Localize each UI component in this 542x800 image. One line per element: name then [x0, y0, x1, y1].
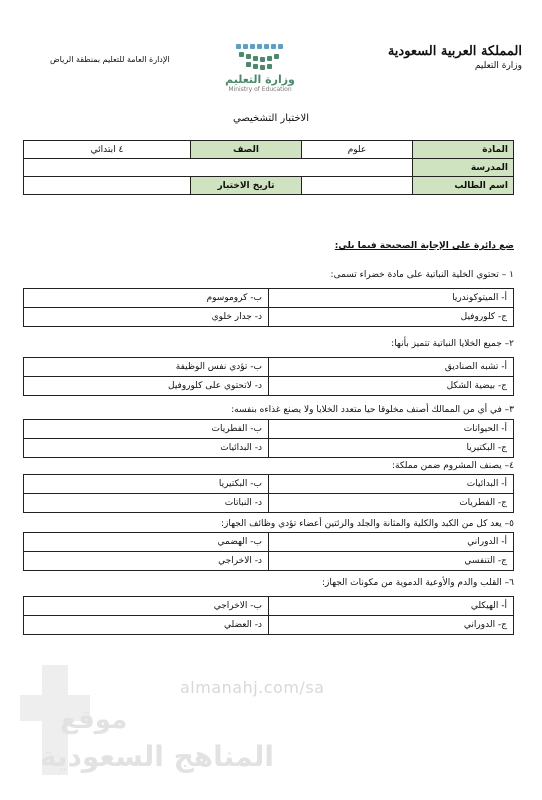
watermark-url: almanahj.com/sa — [180, 678, 325, 697]
ministry-logo — [222, 42, 298, 102]
answer-option-d[interactable]: د- الاخراجي — [24, 552, 269, 571]
watermark-site-name: موقع — [60, 705, 128, 735]
answer-option-d[interactable]: د- جدار خلوي — [24, 308, 269, 327]
question-text: ٤– يصنف المشروم ضمن مملكة: — [391, 461, 514, 471]
answer-option-a[interactable]: أ- الهيكلي — [269, 597, 514, 616]
answer-option-a[interactable]: أ- الدوراني — [269, 533, 514, 552]
question-text: ٥– يعد كل من الكبد والكلية والمثانة والجلد والرئتين أعضاء تؤدي وظائف الجهاز: — [220, 519, 514, 529]
directorate-title: الإدارة العامة للتعليم بمنطقة الرياض — [50, 55, 170, 64]
school-value-field[interactable] — [24, 159, 413, 177]
question-text: ٦– القلب والدم والأوعية الدموية من مكونات الجهاز: — [321, 578, 514, 588]
answer-option-d[interactable]: د- لاتحتوي على كلوروفيل — [24, 377, 269, 396]
answer-table — [23, 288, 514, 327]
answer-option-b[interactable]: ب- الفطريات — [24, 420, 269, 439]
answer-table — [23, 532, 514, 571]
answer-option-c[interactable]: ج- الدوراني — [269, 616, 514, 635]
answer-option-c[interactable]: ج- كلوروفيل — [269, 308, 514, 327]
student-label: اسم الطالب — [413, 177, 514, 195]
instruction: ضع دائرة على الإجابة الصحيحة فيما يلي: — [334, 241, 514, 251]
student-value-field[interactable] — [302, 177, 413, 195]
answer-option-b[interactable]: ب- كروموسوم — [24, 289, 269, 308]
kingdom-title: المملكة العربية السعودية — [387, 44, 522, 59]
answer-option-b[interactable]: ب- الهضمي — [24, 533, 269, 552]
answer-option-b[interactable]: ب- تؤدي نفس الوظيفة — [24, 358, 269, 377]
answer-table — [23, 596, 514, 635]
answer-option-b[interactable]: ب- الاخراجي — [24, 597, 269, 616]
answer-option-d[interactable]: د- العضلي — [24, 616, 269, 635]
answer-option-c[interactable]: ج- البكتيريا — [269, 439, 514, 458]
subject-label: المادة — [413, 141, 514, 159]
subject-value: علوم — [302, 141, 413, 159]
question-text: ٣– في أي من الممالك أصنف مخلوقا حيا متعدد الخلايا ولا يصنع غذاءه بنفسه: — [231, 405, 514, 415]
logo-english-text: Ministry of Education — [228, 86, 292, 93]
answer-option-a[interactable]: أ- الحيوانات — [269, 420, 514, 439]
answer-option-a[interactable]: أ- الميتوكوندريا — [269, 289, 514, 308]
answer-option-c[interactable]: ج- التنفسي — [269, 552, 514, 571]
question-text: ١ – تحتوي الخلية النباتية على مادة خضراء تسمى: — [330, 270, 514, 280]
watermark-site-name-2: المناهج السعودية — [40, 740, 274, 773]
date-value-field[interactable] — [24, 177, 191, 195]
student-info-table — [23, 140, 514, 195]
logo-arabic-text: وزارة التعليم — [225, 73, 295, 86]
answer-option-a[interactable]: أ- تشبه الصناديق — [269, 358, 514, 377]
answer-option-a[interactable]: أ- البدائيات — [269, 475, 514, 494]
ministry-title: وزارة التعليم — [474, 61, 522, 71]
answer-table — [23, 357, 514, 396]
answer-table — [23, 419, 514, 458]
answer-option-c[interactable]: ج- بيضية الشكل — [269, 377, 514, 396]
ministry-logo-icon — [234, 42, 286, 72]
answer-option-b[interactable]: ب- البكتيريا — [24, 475, 269, 494]
answer-option-d[interactable]: د- البدائيات — [24, 439, 269, 458]
answer-option-d[interactable]: د- النباتات — [24, 494, 269, 513]
grade-label: الصف — [191, 141, 302, 159]
school-label: المدرسة — [413, 159, 514, 177]
question-text: ٢– جميع الخلايا النباتية تتميز بأنها: — [391, 339, 514, 349]
date-label: تاريخ الاختبار — [191, 177, 302, 195]
exam-title: الاختبار التشخيصي — [233, 113, 309, 124]
answer-table — [23, 474, 514, 513]
grade-value: ٤ ابتدائي — [24, 141, 191, 159]
answer-option-c[interactable]: ج- الفطريات — [269, 494, 514, 513]
header-kingdom-block — [372, 44, 522, 71]
